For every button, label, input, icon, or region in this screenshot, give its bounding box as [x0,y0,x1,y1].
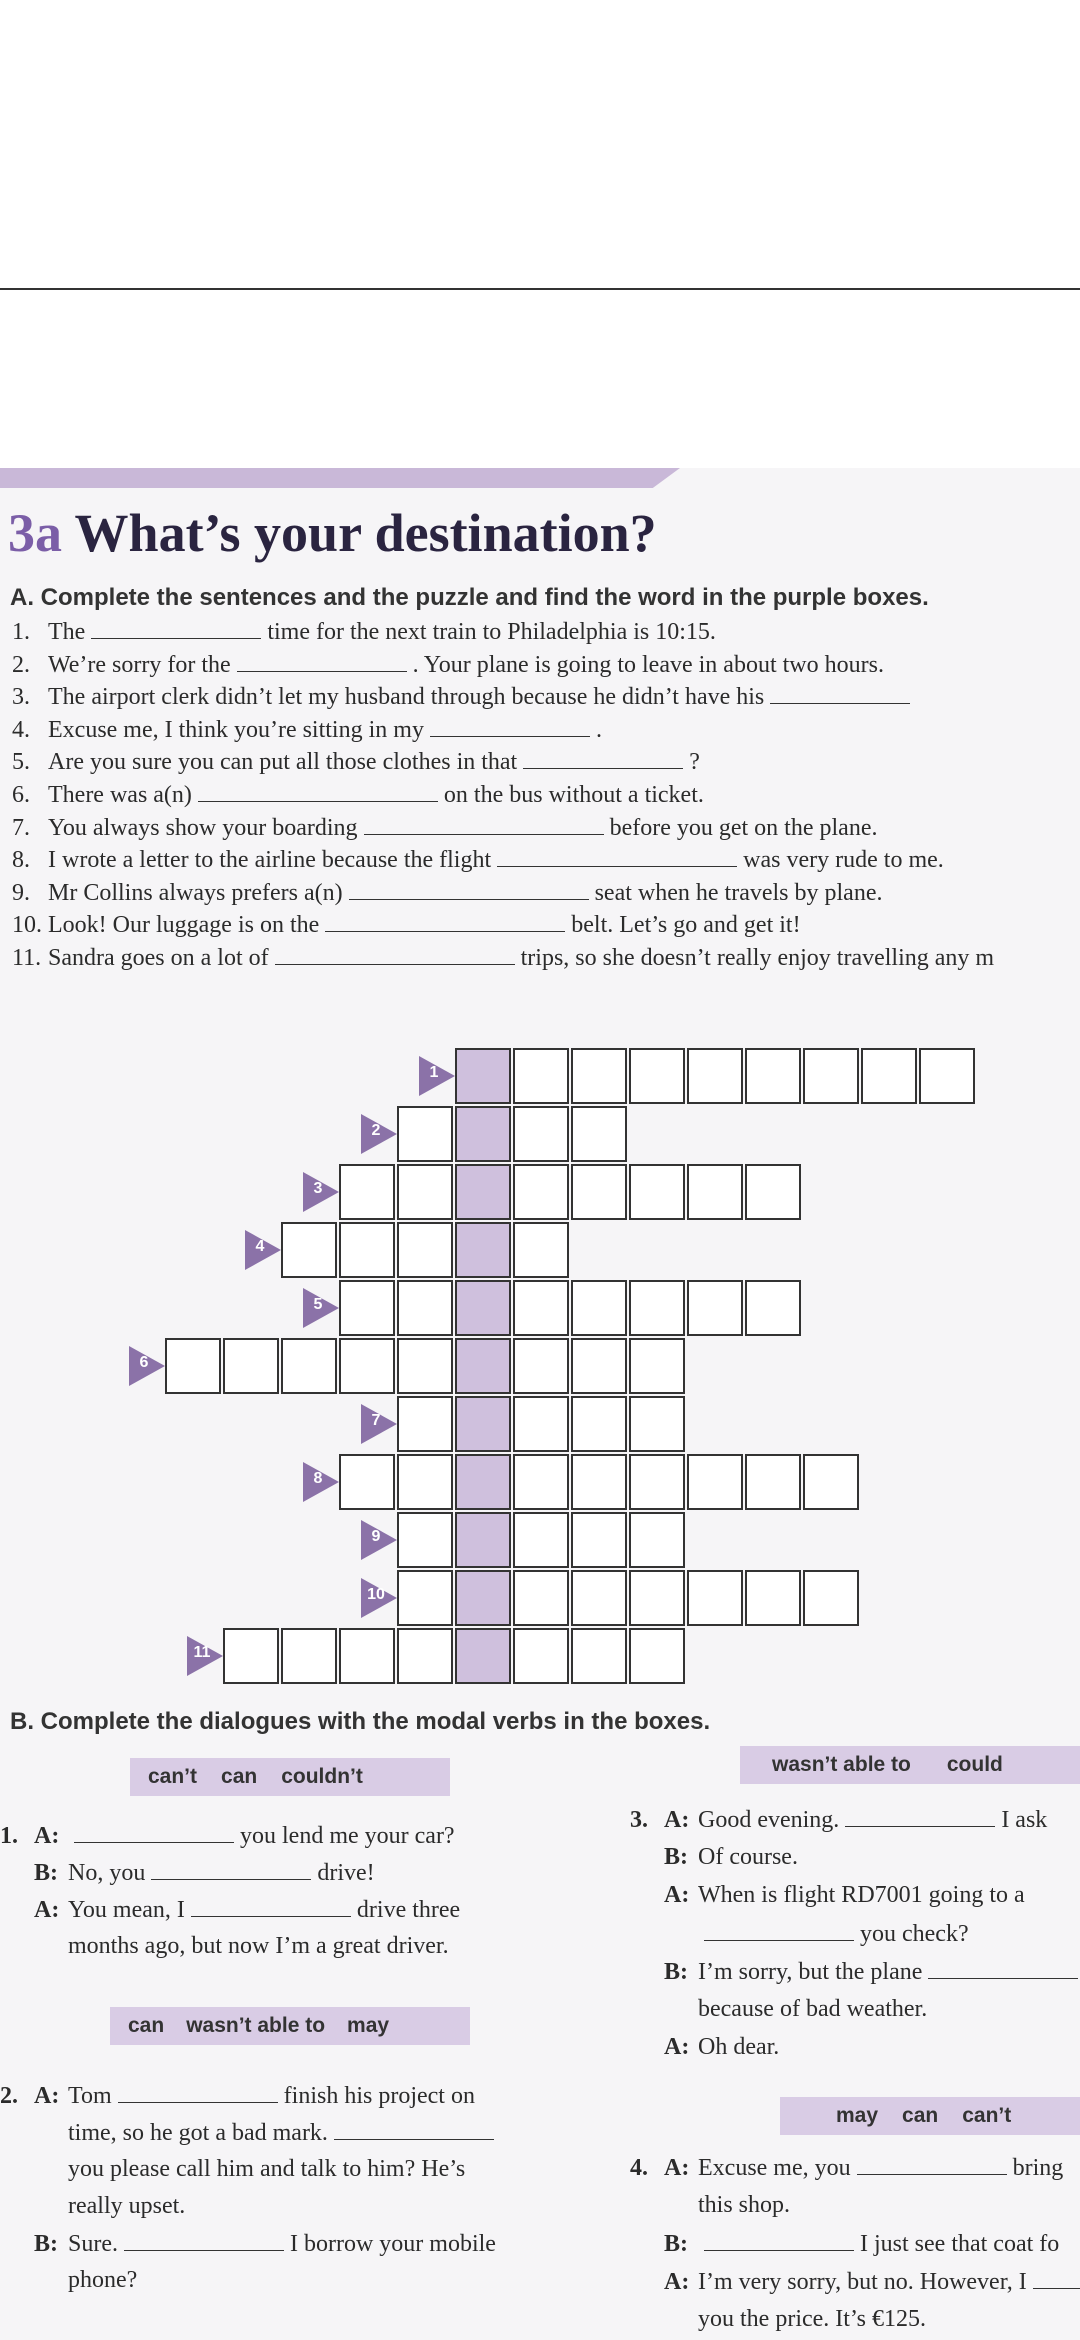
crossword-cell[interactable] [281,1338,337,1394]
dialogue-line [630,2034,779,2061]
dialogue-line [0,1896,460,1924]
clue-number: 4 [255,1238,265,1255]
crossword-cell[interactable] [397,1396,453,1452]
dialogue-line [0,2119,500,2147]
crossword-cell[interactable] [397,1512,453,1568]
crossword-cell[interactable] [571,1048,627,1104]
sentence-text-after: . Your plane is going to leave in about two hours. [412,651,884,678]
crossword-cell[interactable] [397,1570,453,1626]
crossword-cell[interactable] [397,1628,453,1684]
clue-number-marker [303,1462,341,1502]
sentence-text-after: belt. Let’s go and get it! [571,912,801,939]
dialogue-number: 2. [0,2083,18,2109]
crossword-cell[interactable] [513,1628,569,1684]
crossword-cell[interactable] [803,1570,859,1626]
sentence-text-before: You always show your boarding [48,814,358,841]
clue-number: 11 [193,1644,211,1661]
clue-number-marker [419,1056,457,1096]
crossword-cell[interactable] [571,1338,627,1394]
clue-number-marker [129,1346,167,1386]
crossword-cell[interactable] [571,1512,627,1568]
sentence-text-before: Are you sure you can put all those clothes in that [48,749,518,776]
unit-number: 3a [8,503,62,563]
clue-number: 2 [371,1122,381,1139]
sentence-text-after: was very rude to me. [743,847,944,874]
dialogue-line [0,2230,496,2258]
crossword-cell[interactable] [513,1222,569,1278]
dialogue-text: because of bad weather. [698,1996,928,2022]
dialogue-line [630,1806,1047,1834]
crossword-cell[interactable] [397,1454,453,1510]
dialogue-text: time, so he got a bad mark. [68,2120,328,2146]
crossword-cell[interactable] [803,1454,859,1510]
crossword-cell[interactable] [745,1570,801,1626]
crossword-cell-purple[interactable] [455,1338,511,1394]
dialogue-text: you check? [860,1921,969,1947]
sentence-item [12,651,884,679]
crossword-cell[interactable] [629,1454,685,1510]
dialogue-text: Oh dear. [698,2034,780,2060]
crossword-cell[interactable] [397,1106,453,1162]
dialogue-line [630,2268,1080,2296]
answer-blank[interactable] [91,618,261,639]
sentence-text-before: Mr Collins always prefers a(n) [48,879,343,906]
dialogue-line [630,1920,969,1948]
crossword-cell[interactable] [571,1106,627,1162]
clue-number-marker [187,1636,225,1676]
answer-blank[interactable] [325,911,565,932]
dialogue-text: Excuse me, you [698,2155,851,2181]
dialogue-number: 3. [630,1807,648,1833]
word-box-3 [740,1746,1080,1784]
speaker-label: B: [664,2231,688,2257]
sentence-text-after: before you get on the plane. [609,814,878,841]
crossword-cell[interactable] [571,1570,627,1626]
clue-number-marker [361,1114,399,1154]
word-box-4-word: can [902,2104,939,2127]
clue-number: 5 [313,1296,323,1313]
sentence-item [12,846,944,874]
word-box-2 [110,2007,470,2045]
crossword-cell-purple[interactable] [455,1222,511,1278]
speaker-label: B: [34,2231,58,2257]
crossword-cell[interactable] [687,1454,743,1510]
crossword-cell[interactable] [687,1570,743,1626]
crossword-cell[interactable] [513,1512,569,1568]
crossword-cell[interactable] [513,1048,569,1104]
speaker-label: A: [664,2269,690,2295]
dialogue-text: I’m very sorry, but no. However, I [698,2269,1027,2295]
section-b-instruction: B. Complete the dialogues with the modal verbs in the boxes. [10,1708,711,1735]
dialogue-text: I just see that coat fo [860,2231,1060,2257]
dialogue-text: phone? [68,2267,138,2293]
dialogue-line [0,2156,465,2183]
dialogue-text: drive! [317,1860,375,1886]
dialogue-line [630,1882,1025,1909]
sentence-item [12,879,883,907]
crossword-cell-purple[interactable] [455,1396,511,1452]
speaker-label: A: [664,2155,690,2181]
crossword-cell[interactable] [339,1280,395,1336]
dialogue-text: you lend me your car? [240,1823,455,1849]
speaker-label: B: [34,1860,58,1886]
crossword-cell[interactable] [513,1454,569,1510]
crossword-cell-purple[interactable] [455,1048,511,1104]
crossword-cell[interactable] [397,1338,453,1394]
dialogue-line [630,2230,1059,2258]
crossword-cell[interactable] [803,1048,859,1104]
sentence-item [12,944,994,972]
crossword-cell-purple[interactable] [455,1628,511,1684]
answer-blank[interactable] [857,2154,1007,2175]
answer-blank[interactable] [430,716,590,737]
sentence-number: 5. [12,749,30,776]
speaker-label: A: [664,1882,690,1908]
crossword-cell[interactable] [513,1280,569,1336]
sentence-number: 3. [12,684,30,711]
crossword-cell-purple[interactable] [455,1512,511,1568]
dialogue-line [0,2082,475,2110]
dialogue-text: Of course. [698,1844,798,1870]
dialogue-line [630,2154,1063,2182]
dialogue-text: drive three [356,1897,461,1923]
sentence-item [12,814,877,842]
crossword-cell[interactable] [339,1164,395,1220]
answer-blank[interactable] [237,651,407,672]
crossword-cell[interactable] [629,1396,685,1452]
answer-blank[interactable] [124,2230,284,2251]
crossword-cell[interactable] [339,1222,395,1278]
sentence-text-before: The [48,619,86,645]
clue-number: 8 [313,1470,323,1487]
clue-number-marker [303,1288,341,1328]
word-box-2-word: wasn’t able to [186,2014,326,2037]
word-box-2-word: may [347,2014,390,2037]
answer-blank[interactable] [74,1822,234,1843]
sentence-item [12,716,602,744]
answer-blank[interactable] [349,879,589,900]
crossword-cell[interactable] [339,1338,395,1394]
crossword-cell[interactable] [629,1338,685,1394]
crossword-cell-purple[interactable] [455,1280,511,1336]
clue-number: 3 [313,1180,323,1197]
crossword-cell[interactable] [571,1628,627,1684]
crossword-cell[interactable] [571,1164,627,1220]
sentence-text-before: There was a(n) [48,782,192,808]
dialogue-text: I borrow your mobile [290,2231,496,2257]
answer-blank[interactable] [198,781,438,802]
dialogue-line [0,1859,375,1887]
answer-blank[interactable] [151,1859,311,1880]
crossword-cell[interactable] [513,1396,569,1452]
crossword-cell[interactable] [223,1338,279,1394]
sentence-item [12,618,716,646]
crossword-cell[interactable] [513,1338,569,1394]
sentence-number: 1. [12,619,30,645]
sentence-text-before: Excuse me, I think you’re sitting in my [48,716,424,743]
answer-blank[interactable] [191,1896,351,1917]
crossword-cell[interactable] [745,1454,801,1510]
crossword-cell-purple[interactable] [455,1454,511,1510]
clue-number: 1 [429,1064,439,1081]
crossword-cell[interactable] [571,1454,627,1510]
answer-blank[interactable] [704,2230,854,2251]
dialogue-line [630,2192,790,2219]
sentence-text-after: . [595,716,602,743]
sentence-number: 6. [12,782,30,808]
crossword-cell-purple[interactable] [455,1106,511,1162]
sentence-number: 4. [12,716,30,743]
word-box-4-word: can’t [962,2104,1012,2127]
speaker-label: B: [664,1959,688,1985]
crossword-cell[interactable] [687,1280,743,1336]
answer-blank[interactable] [275,944,515,965]
dialogue-text: you the price. It’s €125. [698,2306,926,2332]
crossword-cell[interactable] [397,1280,453,1336]
worksheet-page [0,468,1080,2340]
sentence-number: 2. [12,651,30,678]
sentence-text-before: I wrote a letter to the airline because the flight [48,847,492,874]
crossword-cell[interactable] [745,1048,801,1104]
clue-number-marker [361,1578,399,1618]
dialogue-text: really upset. [68,2193,186,2219]
word-box-1-word: can’t [148,1765,198,1788]
answer-blank[interactable] [497,846,737,867]
sentence-number: 7. [12,814,30,841]
sentence-item [12,683,916,711]
sentence-item [12,911,801,939]
top-divider [0,288,1080,290]
sentence-text-after: trips, so she doesn’t really enjoy travelling any m [520,945,995,971]
crossword-cell[interactable] [629,1280,685,1336]
sentence-number: 11. [12,945,42,971]
crossword-cell[interactable] [397,1222,453,1278]
speaker-label: A: [664,1807,690,1833]
word-box-3-word: could [946,1753,1003,1776]
dialogue-text: I ask [1001,1807,1048,1833]
dialogue-text: When is flight RD7001 going to a [698,1882,1025,1908]
answer-blank[interactable] [845,1806,995,1827]
crossword-cell[interactable] [513,1164,569,1220]
crossword-cell[interactable] [629,1512,685,1568]
header-banner [0,468,680,488]
answer-blank[interactable] [523,748,683,769]
dialogue-line [0,2193,185,2220]
sentence-text-after: on the bus without a ticket. [443,782,704,808]
dialogue-line [0,1822,455,1850]
speaker-label: B: [664,1844,688,1870]
dialogue-line [630,1844,798,1871]
answer-blank[interactable] [334,2119,494,2140]
crossword-cell[interactable] [629,1628,685,1684]
clue-number-marker [361,1404,399,1444]
crossword-cell[interactable] [919,1048,975,1104]
crossword-cell[interactable] [339,1628,395,1684]
word-box-1 [130,1758,450,1796]
dialogue-text: finish his project on [283,2083,475,2109]
word-box-1-word: can [221,1765,258,1788]
dialogue-number: 4. [630,2155,648,2181]
speaker-label: A: [34,1823,60,1849]
sentence-text-after: time for the next train to Philadelphia is 10:15. [267,619,716,645]
sentence-text-before: Sandra goes on a lot of [48,945,269,971]
crossword-cell[interactable] [165,1338,221,1394]
dialogue-text: No, you [68,1860,146,1886]
dialogue-text: bring [1012,2155,1064,2181]
word-box-2-word: can [128,2014,165,2037]
answer-blank[interactable] [1033,2268,1080,2289]
clue-number-marker [303,1172,341,1212]
crossword-cell[interactable] [513,1570,569,1626]
title-text: What’s your destination? [74,503,657,563]
dialogue-text: Sure. [68,2231,118,2257]
clue-number: 10 [367,1586,385,1603]
dialogue-text: you please call him and talk to him? He’s [68,2156,466,2182]
dialogue-line [0,2267,137,2294]
crossword-cell[interactable] [629,1048,685,1104]
crossword-cell[interactable] [281,1628,337,1684]
crossword-cell[interactable] [223,1628,279,1684]
sentence-text-after: seat when he travels by plane. [594,879,883,906]
sentence-number: 8. [12,847,30,874]
sentence-text-after: ? [689,749,700,776]
section-a-instruction: A. Complete the sentences and the puzzle and find the word in the purple boxes. [10,584,929,611]
crossword-cell[interactable] [629,1164,685,1220]
crossword-cell[interactable] [745,1164,801,1220]
word-box-1-word: couldn’t [281,1765,363,1788]
clue-number: 7 [371,1412,381,1429]
sentence-item [12,781,704,809]
page-title [8,502,657,564]
crossword-cell[interactable] [745,1280,801,1336]
crossword-cell-purple[interactable] [455,1570,511,1626]
dialogue-text: months ago, but now I’m a great driver. [68,1933,449,1959]
speaker-label: A: [34,1897,60,1923]
clue-number: 6 [139,1354,149,1371]
word-box-4-word: may [836,2104,879,2127]
dialogue-line [0,1933,449,1960]
word-box-4 [780,2097,1080,2135]
crossword-cell[interactable] [629,1570,685,1626]
sentence-text-before: We’re sorry for the [48,651,231,678]
answer-blank[interactable] [770,683,910,704]
dialogue-text: You mean, I [68,1897,185,1923]
dialogue-text: this shop. [698,2192,791,2218]
crossword-cell[interactable] [339,1454,395,1510]
dialogue-line [630,1958,1080,1986]
crossword-cell[interactable] [687,1048,743,1104]
crossword-cell-purple[interactable] [455,1164,511,1220]
sentence-item [12,748,700,776]
crossword-cell[interactable] [861,1048,917,1104]
crossword-cell[interactable] [397,1164,453,1220]
crossword-cell[interactable] [687,1164,743,1220]
clue-number-marker [361,1520,399,1560]
crossword-cell[interactable] [513,1106,569,1162]
clue-number: 9 [371,1528,381,1545]
sentence-number: 9. [12,879,30,906]
crossword-cell[interactable] [281,1222,337,1278]
sentence-text-before: Look! Our luggage is on the [48,912,320,939]
answer-blank[interactable] [364,814,604,835]
crossword-cell[interactable] [571,1280,627,1336]
dialogue-line [630,2306,926,2333]
answer-blank[interactable] [118,2082,278,2103]
answer-blank[interactable] [704,1920,854,1941]
word-box-3-word: wasn’t able to [772,1753,911,1776]
dialogue-text: I’m sorry, but the plane [698,1959,923,1985]
answer-blank[interactable] [928,1958,1078,1979]
speaker-label: A: [664,2034,690,2060]
sentence-number: 10. [12,912,42,939]
clue-number-marker [245,1230,283,1270]
dialogue-text: Tom [68,2083,112,2109]
dialogue-text: Good evening. [698,1807,840,1833]
crossword-cell[interactable] [571,1396,627,1452]
speaker-label: A: [34,2083,60,2109]
sentence-text-before: The airport clerk didn’t let my husband through because he didn’t have his [48,684,765,711]
dialogue-line [630,1996,927,2023]
dialogue-number: 1. [0,1823,18,1849]
